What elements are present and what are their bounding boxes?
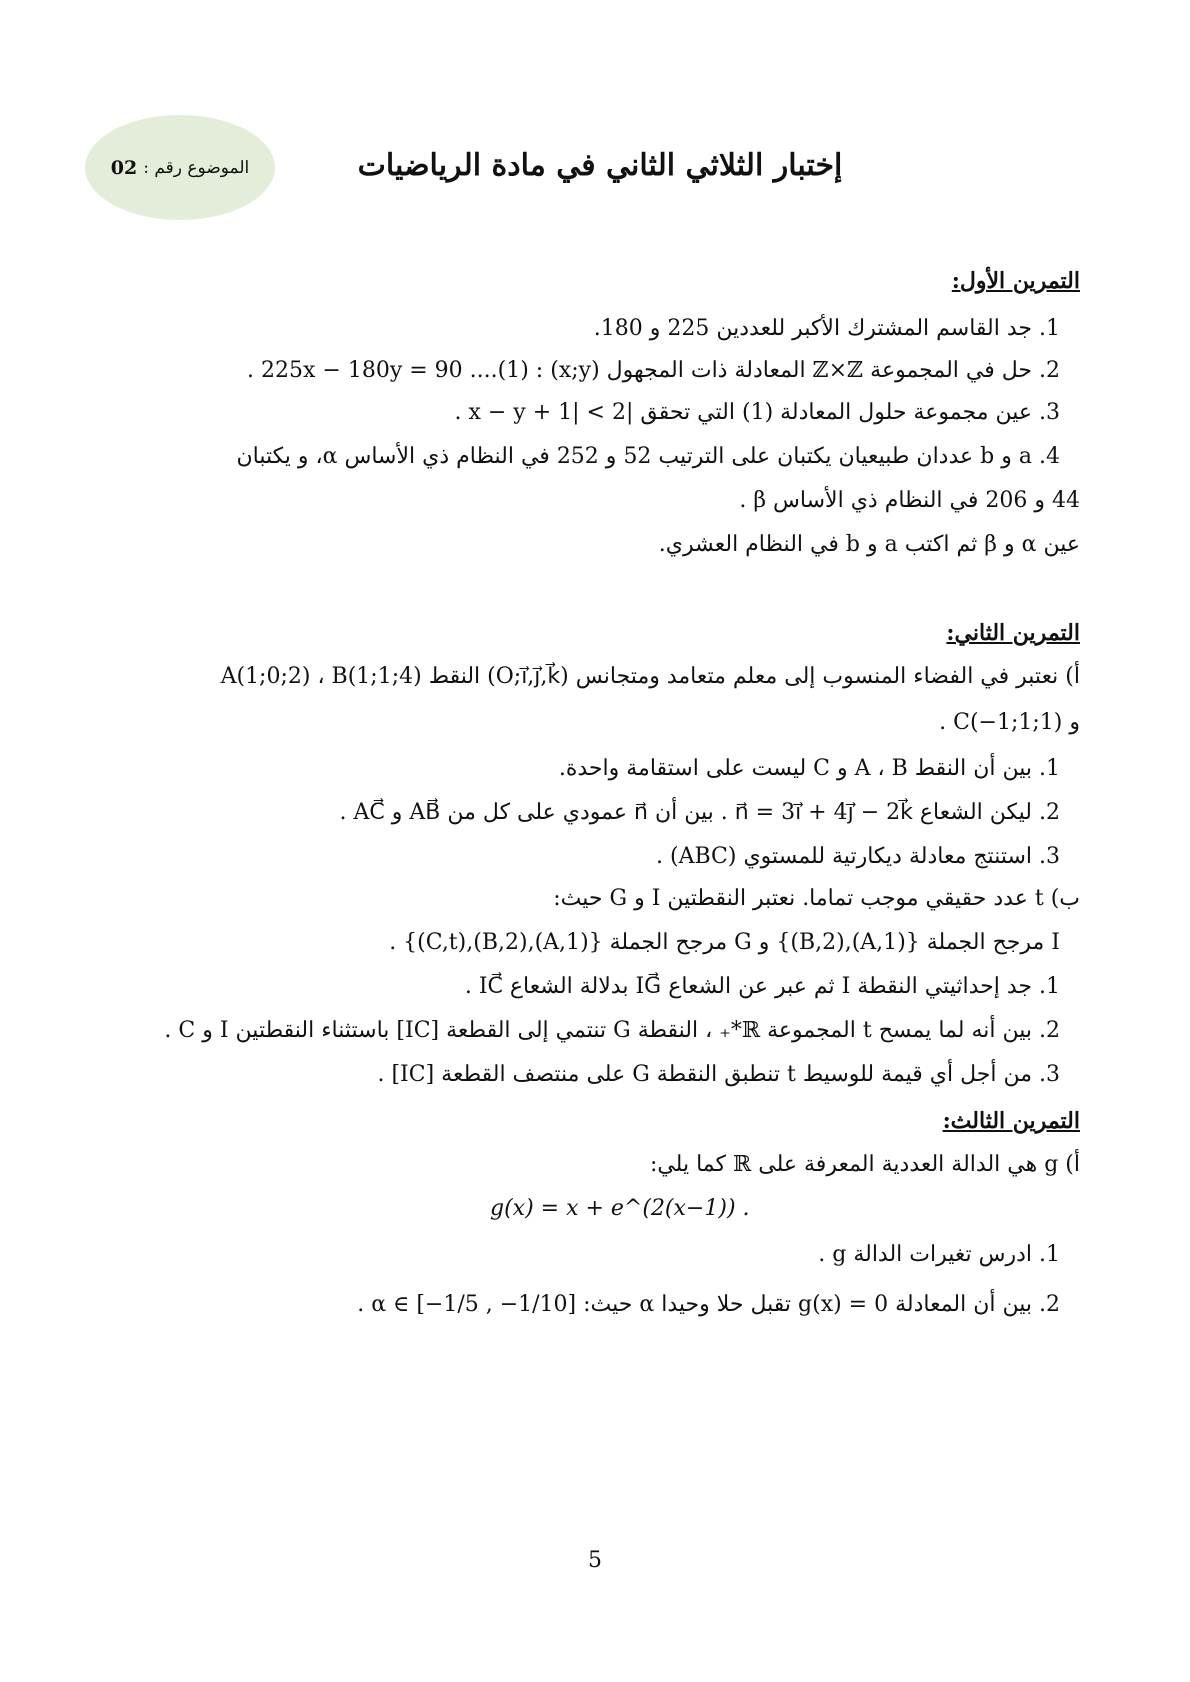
ex1-q2: 2. حل في المجموعة ℤ×ℤ المعادلة ذات المجهول (x;y) : (1).... 225x − 180y = 90 . bbox=[247, 358, 1060, 383]
ex2-part-a-line1: أ) نعتبر في الفضاء المنسوب إلى معلم متعامد ومتجانس (O;i⃗,j⃗,k⃗) النقط A(1;0;2) ، B(1;1;4) bbox=[220, 664, 1080, 689]
ex1-q3: 3. عين مجموعة حلول المعادلة (1) التي تحقق |x − y + 1| < 2 . bbox=[454, 400, 1060, 425]
ex2-b2: 2. بين أنه لما يمسح t المجموعة ℝ*₊ ، النقطة G تنتمي إلى القطعة [IC] باستثناء النقطتين I و C . bbox=[164, 1018, 1060, 1043]
ex2-part-b-line1: ب) t عدد حقيقي موجب تماما. نعتبر النقطتين I و G حيث: bbox=[553, 886, 1080, 911]
ex2-a2: 2. ليكن الشعاع n⃗ = 3i⃗ + 4j⃗ − 2k⃗ . بين أن n⃗ عمودي على كل من AB⃗ و AC⃗ . bbox=[339, 800, 1060, 825]
badge-label: الموضوع رقم : bbox=[143, 157, 250, 178]
ex3-formula: g(x) = x + e^(2(x−1)) . bbox=[490, 1196, 750, 1221]
ex2-b3: 3. من أجل أي قيمة للوسيط t تنطبق النقطة G على منتصف القطعة [IC] . bbox=[377, 1062, 1060, 1087]
page-title: إختبار الثلاثي الثاني في مادة الرياضيات bbox=[357, 148, 843, 183]
ex2-part-b-line2: I مرجح الجملة {(A,1),(B,2)} و G مرجح الجملة {(A,1),(B,2),(C,t)} . bbox=[389, 930, 1060, 955]
ex2-a1: 1. بين أن النقط A ، B و C ليست على استقامة واحدة. bbox=[558, 756, 1060, 781]
ex1-heading: التمرين الأول: bbox=[951, 268, 1080, 294]
ex1-q1: 1. جد القاسم المشترك الأكبر للعددين 225 و 180. bbox=[593, 316, 1060, 341]
ex3-q1: 1. ادرس تغيرات الدالة g . bbox=[818, 1242, 1060, 1267]
ex2-heading: التمرين الثاني: bbox=[946, 620, 1080, 646]
ex3-q2: 2. بين أن المعادلة g(x) = 0 تقبل حلا وحيدا α حيث: α ∈ [−1/5 , −1/10] . bbox=[357, 1292, 1060, 1317]
ex3-part-a: أ) g هي الدالة العددية المعرفة على ℝ كما يلي: bbox=[649, 1152, 1080, 1177]
ex2-b1: 1. جد إحداثيتي النقطة I ثم عبر عن الشعاع IG⃗ بدلالة الشعاع IC⃗ . bbox=[464, 974, 1060, 999]
ex1-q4c: عين α و β ثم اكتب a و b في النظام العشري. bbox=[658, 532, 1080, 557]
ex3-heading: التمرين الثالث: bbox=[942, 1108, 1080, 1134]
badge-number: 02 bbox=[110, 156, 138, 179]
ex1-q4b: 44 و 206 في النظام ذي الأساس β . bbox=[739, 488, 1080, 513]
subject-number-badge bbox=[85, 115, 275, 220]
ex2-a3: 3. استنتج معادلة ديكارتية للمستوي (ABC) . bbox=[656, 844, 1060, 869]
ex1-q4a: 4. a و b عددان طبيعيان يكتبان على الترتيب 52 و 252 في النظام ذي الأساس α، و يكتبان bbox=[236, 444, 1060, 469]
ex2-part-a-line2: و C(−1;1;1) . bbox=[939, 710, 1080, 735]
page-number: 5 bbox=[588, 1548, 602, 1573]
